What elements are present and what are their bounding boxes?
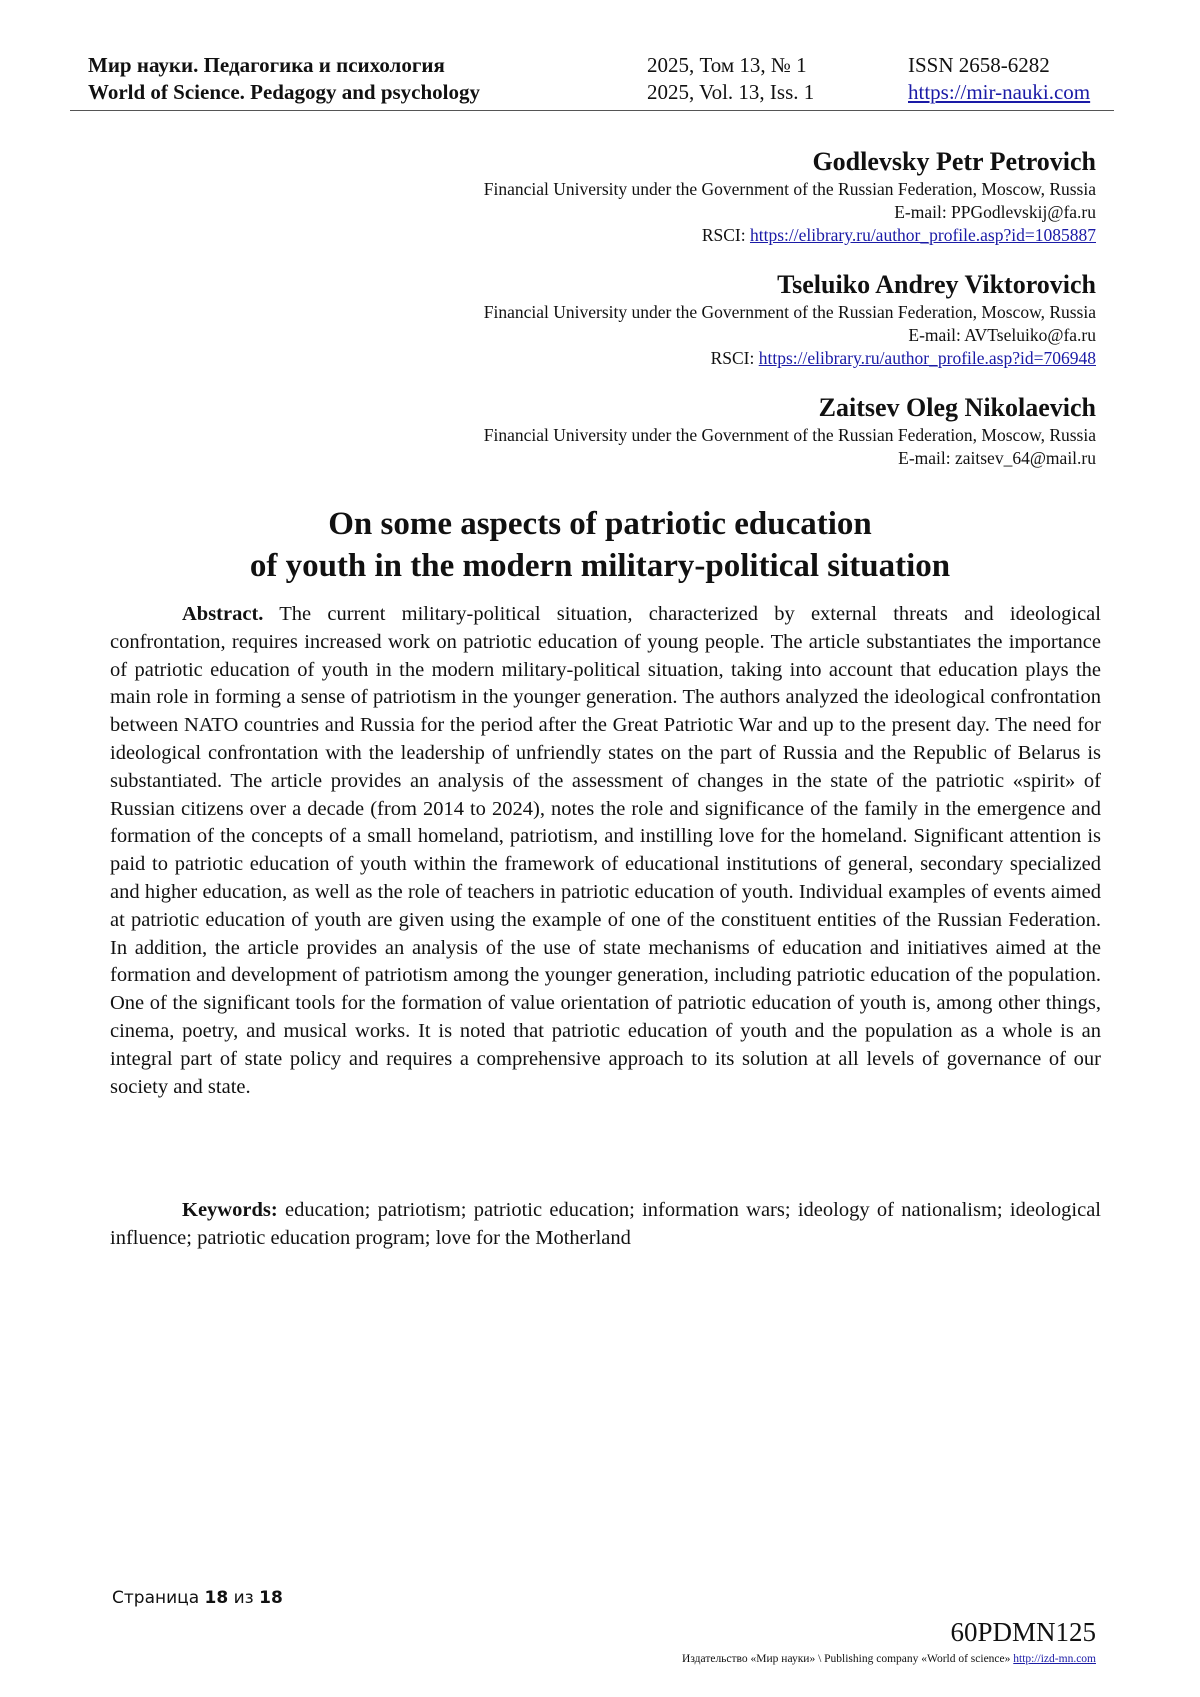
rsci-label: RSCI: [701,225,750,245]
publisher-link[interactable]: http://izd-mn.com [1013,1653,1096,1665]
abstract-label: Abstract. [182,603,264,625]
author-block [336,392,1096,470]
rsci-link[interactable]: https://elibrary.ru/author_profile.asp?id=1085887 [749,225,1096,245]
keywords-label: Keywords: [182,1199,278,1221]
issue-en: 2025, Vol. 13, Iss. 1 [647,80,815,104]
author-name: Zaitsev Oleg Nikolaevich [818,393,1096,422]
page-prefix: Страница [112,1588,205,1608]
header-divider [70,110,1114,111]
author-block [336,146,1096,247]
author-affiliation: Financial University under the Government of the Russian Federation, Moscow, Russia [483,425,1096,445]
page-current: 18 [204,1588,229,1608]
page-total: 18 [259,1588,283,1608]
author-email: E-mail: AVTseluiko@fa.ru [908,325,1096,345]
page-counter [112,1587,283,1609]
journal-title-ru: Мир науки. Педагогика и психология [88,53,445,77]
author-email: E-mail: PPGodlevskij@fa.ru [894,202,1096,222]
author-affiliation: Financial University under the Government of the Russian Federation, Moscow, Russia [483,179,1096,199]
author-affiliation: Financial University under the Government of the Russian Federation, Moscow, Russia [483,302,1096,322]
author-name: Tseluiko Andrey Viktorovich [777,270,1096,299]
author-block [336,269,1096,370]
journal-site-link[interactable]: https://mir-nauki.com [908,80,1091,104]
issue-ru: 2025, Том 13, № 1 [647,53,807,77]
title-line-1: On some aspects of patriotic education [328,506,872,542]
article-title [100,503,1100,587]
title-line-2: of youth in the modern military-political situation [249,548,951,584]
publisher-line [682,1652,1096,1666]
issn: ISSN 2658-6282 [908,53,1050,77]
keywords [110,1197,1101,1253]
rsci-label: RSCI: [710,348,759,368]
author-email: E-mail: zaitsev_64@mail.ru [898,448,1096,468]
publisher-text: Издательство «Мир науки» \ Publishing company «World of science» [682,1653,1014,1665]
author-rsci [336,347,1096,370]
page-of: из [228,1588,260,1608]
author-name: Godlevsky Petr Petrovich [812,147,1096,176]
abstract [110,601,1101,1101]
journal-title-en: World of Science. Pedagogy and psychology [88,80,481,104]
author-list [336,146,1096,492]
article-code: 60PDMN125 [950,1617,1096,1647]
running-header [88,52,1120,106]
abstract-text: The current military-political situation, characterized by external threats and ideological confrontation, requires increased work on patriotic education of young people. The article substantiates the importance of patriotic education of youth in the modern military-political situation, taking into account that education plays the main role in forming a sense of patriotism in the younger generation. The authors analyzed the ideological confrontation between NATO countries and Russia for the period after the Great Patriotic War and up to the present day. The need for ideological confrontation with the leadership of unfriendly states on the part of Russia and the Republic of Belarus is substantiated. The article provides an analysis of the assessment of changes in the state of the patriotic «spirit» of Russian citizens over a decade (from 2014 to 2024), notes the role and significance of the family in the emergence and formation of the concepts of a small homeland, patriotism, and instilling love for the homeland. Significant attention is paid to patriotic education of youth within the framework of educational institutions of general, secondary specialized and higher education, as well as the role of teachers in patriotic education of youth. Individual examples of events aimed at patriotic education of youth are given using the example of one of the constituent entities of the Russian Federation. In addition, the article provides an analysis of the use of state mechanisms of education and initiatives aimed at the formation and development of patriotism among the younger generation, including patriotic education of the population. One of the significant tools for the formation of value orientation of patriotic education of youth is, among other things, cinema, poetry, and musical works. It is noted that patriotic education of youth and the population as a whole is an integral part of state policy and requires a comprehensive approach to its solution at all levels of governance of our society and state. [110,603,1101,1098]
author-rsci [336,224,1096,247]
keywords-text: education; patriotism; patriotic education; information wars; ideology of nationalism; ideological influence; patriotic education program; love for the Motherland [110,1199,1102,1249]
rsci-link[interactable]: https://elibrary.ru/author_profile.asp?id=706948 [758,348,1096,368]
